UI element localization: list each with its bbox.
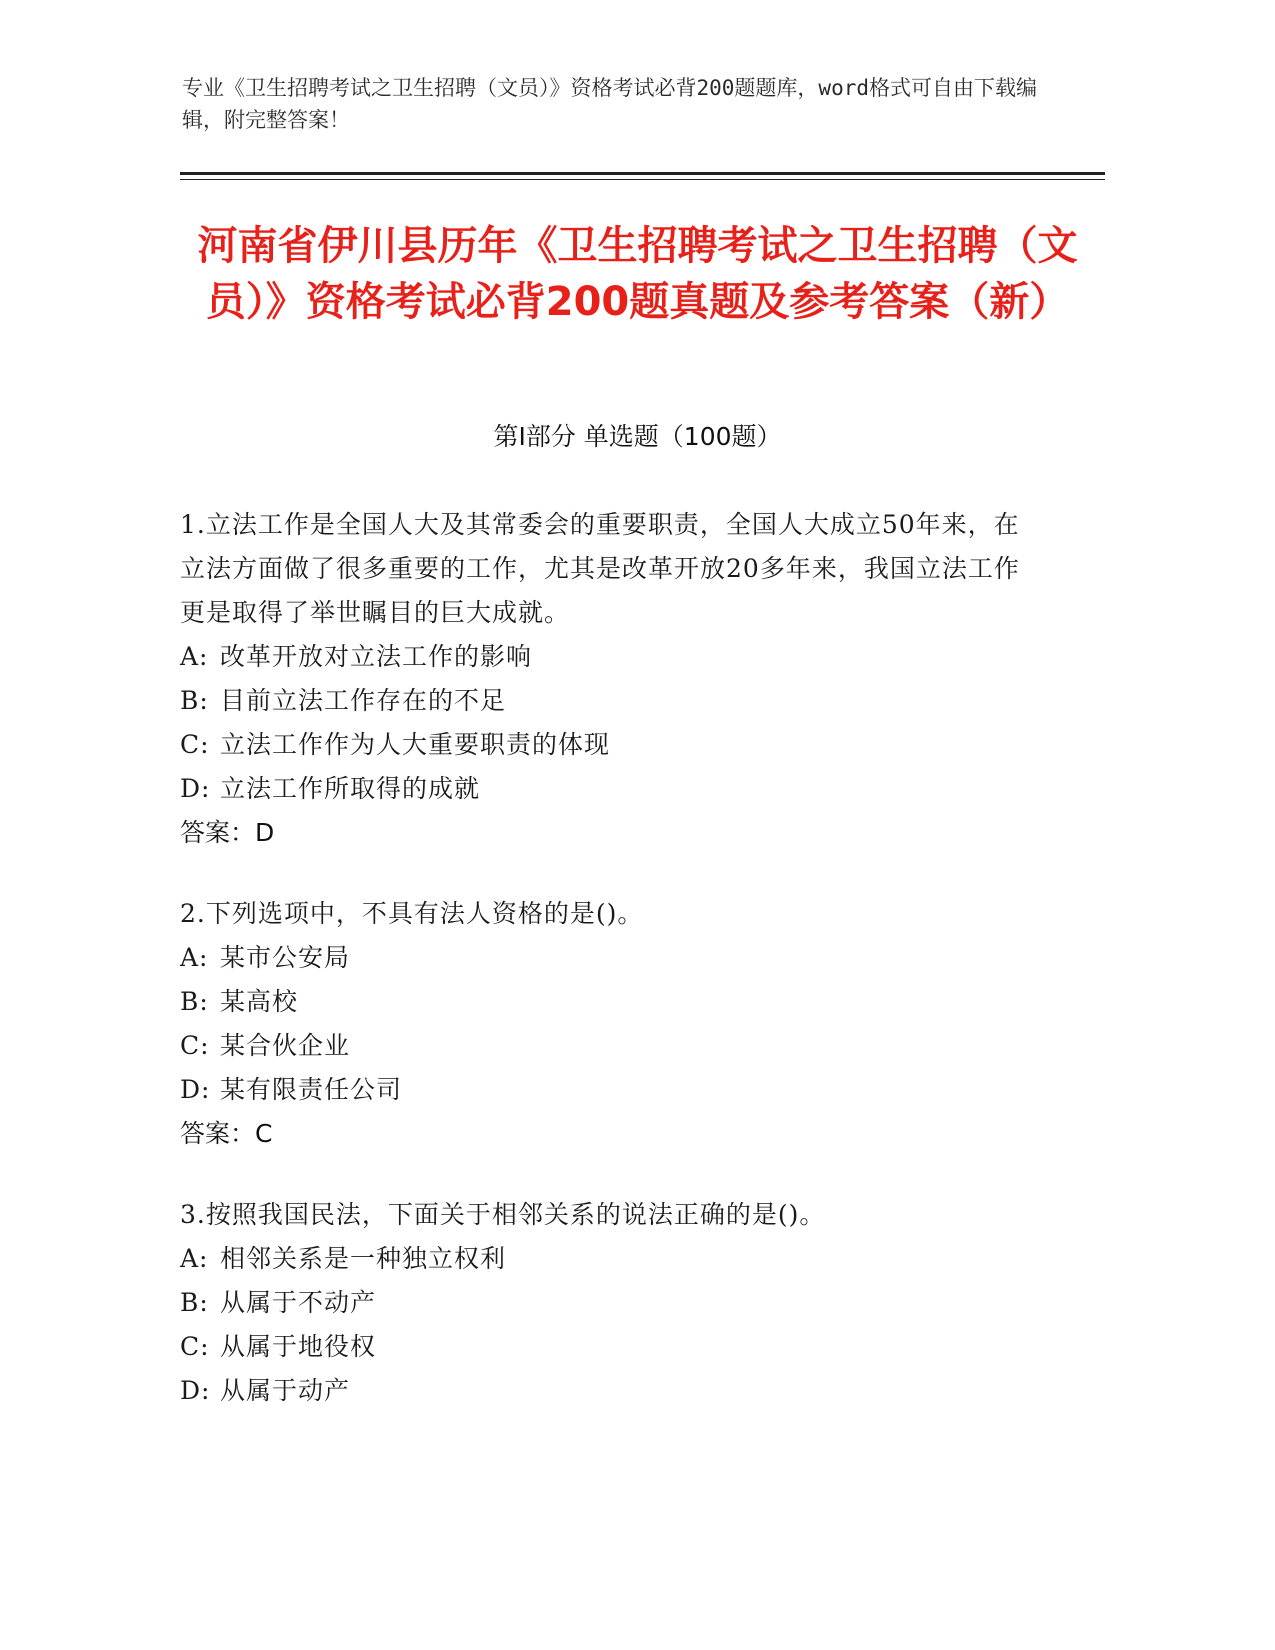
option-letter: C:	[180, 1332, 210, 1361]
option-b	[180, 679, 1040, 723]
question-2	[180, 892, 1040, 1156]
document-title: 河南省伊川县历年《卫生招聘考试之卫生招聘（文员）》资格考试必背200题真题及参考答案（新）	[197, 223, 1078, 325]
option-b	[180, 980, 1040, 1024]
option-b	[180, 1281, 1040, 1325]
option-letter: B:	[180, 1288, 209, 1317]
option-letter: A:	[180, 642, 209, 671]
option-text: 某合伙企业	[220, 1031, 351, 1060]
option-letter: D:	[180, 774, 211, 803]
option-d	[180, 1369, 1040, 1413]
option-letter: B:	[180, 686, 209, 715]
header-rule-thin	[180, 179, 1105, 180]
question-3	[180, 1193, 1040, 1413]
option-text: 改革开放对立法工作的影响	[220, 642, 533, 671]
option-a	[180, 1237, 1040, 1281]
option-a	[180, 635, 1040, 679]
option-letter: D:	[180, 1075, 211, 1104]
answer-line: 答案：C	[180, 1119, 273, 1148]
question-1	[180, 503, 1040, 855]
option-text: 某有限责任公司	[220, 1075, 403, 1104]
answer-line: 答案：D	[180, 818, 275, 847]
option-c	[180, 1325, 1040, 1369]
option-letter: D:	[180, 1376, 211, 1405]
option-c	[180, 1024, 1040, 1068]
option-text: 立法工作所取得的成就	[220, 774, 481, 803]
option-d	[180, 1068, 1040, 1112]
question-stem: 1.立法工作是全国人大及其常委会的重要职责，全国人大成立50年来，在立法方面做了很多重要的工作，尤其是改革开放20多年来，我国立法工作更是取得了举世瞩目的巨大成就。	[180, 510, 1020, 627]
header-rule-thick	[180, 172, 1105, 175]
option-text: 从属于动产	[220, 1376, 351, 1405]
question-stem: 2.下列选项中，不具有法人资格的是()。	[180, 899, 644, 928]
option-d	[180, 767, 1040, 811]
option-text: 从属于地役权	[220, 1332, 377, 1361]
option-a	[180, 936, 1040, 980]
option-text: 某市公安局	[220, 943, 351, 972]
option-text: 某高校	[220, 987, 299, 1016]
option-letter: C:	[180, 730, 210, 759]
question-list	[180, 503, 1040, 1450]
option-letter: C:	[180, 1031, 210, 1060]
option-letter: A:	[180, 1244, 209, 1273]
header-note: 专业《卫生招聘考试之卫生招聘（文员）》资格考试必背200题题库，word格式可自由下载编辑，附完整答案！	[182, 76, 1037, 132]
question-stem: 3.按照我国民法，下面关于相邻关系的说法正确的是()。	[180, 1200, 826, 1229]
option-text: 立法工作作为人大重要职责的体现	[220, 730, 611, 759]
option-text: 目前立法工作存在的不足	[220, 686, 507, 715]
option-text: 相邻关系是一种独立权利	[220, 1244, 507, 1273]
option-text: 从属于不动产	[220, 1288, 377, 1317]
option-letter: B:	[180, 987, 209, 1016]
option-letter: A:	[180, 943, 209, 972]
option-c	[180, 723, 1040, 767]
section-heading: 第Ⅰ部分 单选题（100题）	[493, 422, 782, 451]
